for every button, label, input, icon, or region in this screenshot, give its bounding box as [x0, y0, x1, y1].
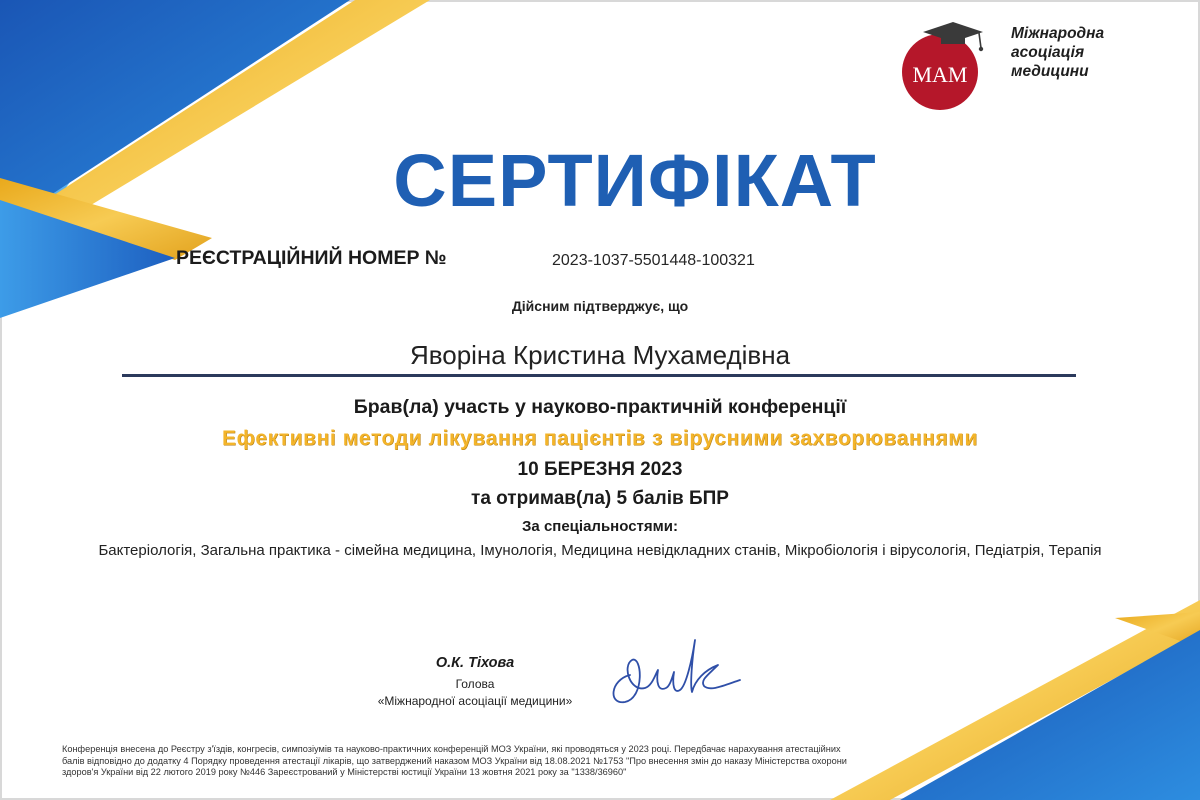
signer-role: Голова: [455, 677, 495, 691]
organization-name-line: асоціація: [1011, 44, 1085, 61]
points-text: та отримав(ла) 5 балів БПР: [471, 488, 729, 509]
registration-label: РЕЄСТРАЦІЙНИЙ НОМЕР №: [176, 247, 447, 269]
conference-date: 10 БЕРЕЗНЯ 2023: [517, 459, 683, 480]
certificate-title: СЕРТИФІКАТ: [393, 139, 877, 222]
signer-organization: «Міжнародної асоціації медицини»: [377, 694, 573, 708]
participation-text: Брав(ла) участь у науково-практичній конференції: [353, 396, 847, 418]
conference-title: Ефективні методи лікування пацієнтів з вірусними захворюваннями: [222, 427, 978, 450]
handwritten-signature: [600, 630, 750, 715]
signer-name: О.К. Тіхова: [435, 655, 515, 671]
organization-name: [1011, 24, 1104, 81]
logo-text: МАМ: [912, 62, 968, 87]
specialties-list: Бактеріологія, Загальна практика - сімейна медицина, Імунологія, Медицина невідкладних станів, Мікробіологія і вірусологія, Педіатрія, Терапія: [98, 542, 1102, 559]
specialties-label: За спеціальностями:: [522, 518, 678, 535]
name-underline: [122, 374, 1076, 377]
footer-note: Конференція внесена до Реєстру з'їздів, конгресів, симпозіумів та науково-практичних конференцій МОЗ України, які проводяться у 2023 році. Передбачає нарахування атестаційних балів відповідно до додатку 4 Порядку проведення атестації лікарів, що затверджений наказом МОЗ України від 18.08.2021 №1753 "Про внесення змін до наказу Міністерства охорони здоров'я України від 22 лютого 2019 року №446 Зареєстрований у Міністерстві юстиції України 13 жовтня 2021 року за "1338/36960": [62, 744, 847, 777]
mam-logo: [895, 22, 995, 112]
registration-number: 2023-1037-5501448-100321: [552, 252, 755, 269]
organization-name-line: медицини: [1011, 63, 1089, 80]
confirm-text: Дійсним підтверджує, що: [511, 298, 689, 314]
recipient-name: Яворіна Кристина Мухамедівна: [409, 340, 791, 370]
organization-name-line: Міжнародна: [1011, 25, 1105, 42]
